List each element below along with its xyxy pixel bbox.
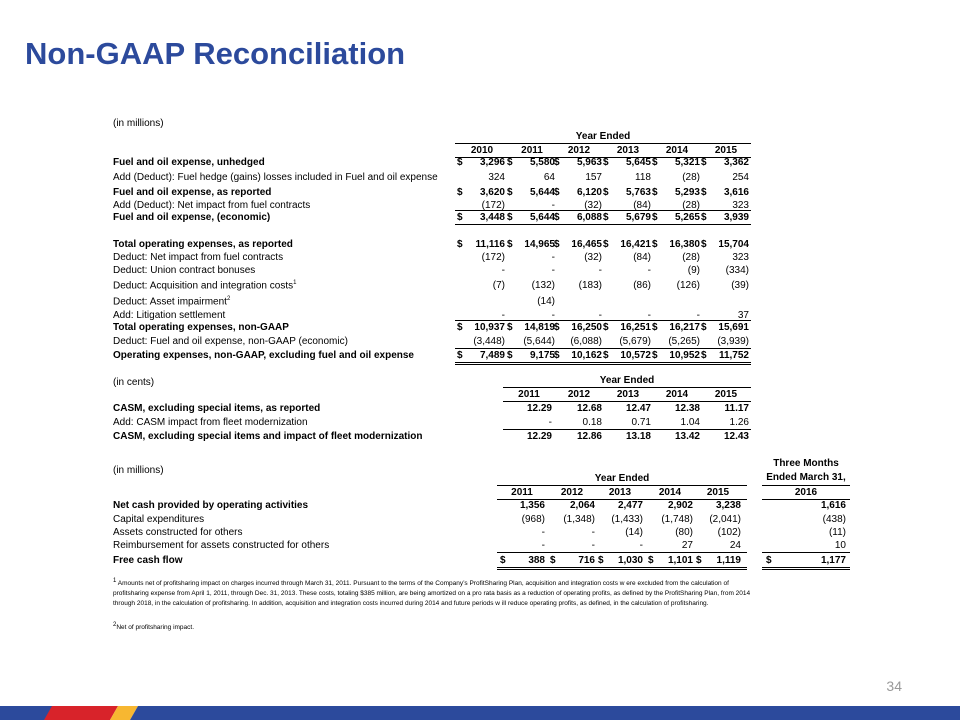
t2-cell: 0.18	[582, 417, 602, 428]
t1-row-label: Add (Deduct): Fuel hedge (gains) losses included in Fuel and oil expense	[113, 172, 438, 183]
t1-cell: (84)	[633, 200, 651, 211]
t1-row-label: Deduct: Asset impairment$^2$	[113, 296, 231, 308]
t2-header-rule	[503, 387, 751, 388]
t1-cell: (5,644)	[523, 336, 555, 347]
t1-year-2013: 2013	[616, 145, 640, 156]
t1-row-label: Fuel and oil expense, (economic)	[113, 212, 271, 223]
t1-dollar-sign: $	[457, 157, 463, 168]
t1-dollar-sign: $	[457, 212, 463, 223]
t1-cell: -	[551, 310, 555, 321]
t1-cell: 5,645	[625, 157, 651, 168]
t2-years-rule	[503, 401, 751, 402]
t3-rule-before-fcf-q	[762, 552, 850, 553]
t1-cell: 3,939	[723, 212, 749, 223]
t1-cell: 5,321	[674, 157, 700, 168]
t1-cell: 323	[732, 200, 749, 211]
t2-cell: -	[548, 417, 552, 428]
t1-cell: 5,644	[529, 212, 555, 223]
t1-cell: 10,937	[474, 322, 505, 333]
t1-cell: 6,088	[576, 212, 602, 223]
t3-cell: (80)	[675, 527, 693, 538]
t3-row-label: Net cash provided by operating activities	[113, 500, 309, 511]
t3-cell: (14)	[625, 527, 643, 538]
t3-cell: -	[591, 527, 595, 538]
t1-cell: (5,265)	[668, 336, 700, 347]
t1-dollar-sign: $	[507, 322, 513, 333]
t1-cell: (39)	[731, 280, 749, 291]
t1-cell: (132)	[531, 280, 555, 291]
t1-dollar-sign: $	[457, 239, 463, 250]
t3-cell-q: 10	[834, 540, 846, 551]
footnote-2	[113, 620, 753, 633]
t2-row-label: CASM, excluding special items and impact of fleet modernization	[113, 431, 423, 442]
t3-year-2013: 2013	[608, 487, 632, 498]
t1-rule-fuel-reported	[455, 210, 751, 211]
t1-dollar-sign: $	[701, 187, 707, 198]
t2-cell: 1.26	[729, 417, 749, 428]
t3-year-2015: 2015	[706, 487, 730, 498]
brand-stripe	[0, 706, 960, 720]
t3-cell: 1,356	[519, 500, 545, 511]
t1-cell: (84)	[633, 252, 651, 263]
t1-year-2014: 2014	[665, 145, 689, 156]
t1-cell: (86)	[633, 280, 651, 291]
t1-cell: -	[647, 265, 651, 276]
t2-row-label: CASM, excluding special items, as reported	[113, 403, 321, 414]
t1-dollar-sign: $	[652, 187, 658, 198]
t3-cell: 2,477	[617, 500, 643, 511]
t1-cell: (172)	[481, 252, 505, 263]
t3-cell: 1,101	[667, 555, 693, 566]
t1-dollar-sign: $	[603, 157, 609, 168]
t1-cell: 64	[543, 172, 555, 183]
t3-cell: (1,433)	[611, 514, 643, 525]
t3-year-2014: 2014	[658, 487, 682, 498]
t1-dollar-sign: $	[701, 212, 707, 223]
t1-dollar-sign: $	[701, 239, 707, 250]
t1-row-label: Total operating expenses, non-GAAP	[113, 322, 289, 333]
t1-dollar-sign: $	[457, 350, 463, 361]
t3-ended-march-header: Ended March 31,	[766, 472, 846, 483]
t1-row-label: Fuel and oil expense, unhedged	[113, 157, 265, 168]
t1-cell: -	[647, 310, 651, 321]
t1-cell: 3,362	[723, 157, 749, 168]
t2-year-2014: 2014	[665, 389, 689, 400]
t1-dollar-sign: $	[652, 350, 658, 361]
t3-row-label: Assets constructed for others	[113, 527, 243, 538]
t1-cell: -	[551, 265, 555, 276]
t1-cell: -	[551, 200, 555, 211]
t1-cell: -	[551, 252, 555, 263]
t1-cell: -	[501, 265, 505, 276]
t3-cell-q: 1,177	[820, 555, 846, 566]
t1-cell: 16,250	[571, 322, 602, 333]
t3-double-rule	[497, 567, 747, 570]
t2-units: (in cents)	[113, 377, 155, 388]
t1-dollar-sign: $	[507, 239, 513, 250]
t1-dollar-sign: $	[457, 322, 463, 333]
t1-cell: 9,175	[529, 350, 555, 361]
t3-cell: -	[591, 540, 595, 551]
t1-year-2012: 2012	[567, 145, 591, 156]
brand-stripe-blue-left	[0, 706, 52, 720]
t1-dollar-sign: $	[457, 187, 463, 198]
t1-row-label: Deduct: Fuel and oil expense, non-GAAP (economic)	[113, 336, 348, 347]
t1-cell: -	[598, 265, 602, 276]
footnote-2-text: Net of profitsharing impact.	[116, 624, 195, 632]
t1-year-ended-header: Year Ended	[575, 131, 631, 142]
t3-cell: (1,348)	[563, 514, 595, 525]
t1-cell: 16,465	[571, 239, 602, 250]
brand-stripe-blue-right	[130, 706, 960, 720]
t1-cell: (7)	[492, 280, 505, 291]
t1-cell: 5,963	[576, 157, 602, 168]
t1-dollar-sign: $	[603, 322, 609, 333]
footnote-2-mark: 2	[113, 622, 117, 628]
t3-cell: 2,902	[667, 500, 693, 511]
t1-cell: 323	[732, 252, 749, 263]
t1-units: (in millions)	[113, 118, 164, 129]
t3-cell: 716	[578, 555, 595, 566]
t2-cell: 12.29	[526, 431, 552, 442]
t1-row-footnote-mark: 1	[293, 280, 297, 286]
t1-cell: 3,616	[723, 187, 749, 198]
t2-cell: 12.29	[526, 403, 552, 414]
t1-cell: 15,691	[718, 322, 749, 333]
t1-row-label: Add: Litigation settlement	[113, 310, 226, 321]
t1-cell: 7,489	[479, 350, 505, 361]
t3-cell: -	[639, 540, 643, 551]
t3-cell-q: 1,616	[820, 500, 846, 511]
t1-cell: 5,265	[674, 212, 700, 223]
t3-dollar-sign-q: $	[766, 555, 772, 566]
t1-dollar-sign: $	[652, 212, 658, 223]
t1-dollar-sign: $	[701, 157, 707, 168]
t1-cell: (6,088)	[570, 336, 602, 347]
t1-dollar-sign: $	[554, 187, 560, 198]
t3-dollar-sign: $	[500, 555, 506, 566]
t1-dollar-sign: $	[652, 322, 658, 333]
t1-dollar-sign: $	[652, 157, 658, 168]
t2-cell: 0.71	[631, 417, 651, 428]
brand-stripe-red	[44, 706, 118, 720]
t1-cell: -	[598, 310, 602, 321]
t3-cell-q: (11)	[828, 527, 846, 538]
t1-dollar-sign: $	[603, 212, 609, 223]
t1-row-footnote-mark: 2	[226, 296, 231, 302]
t1-cell: 10,952	[669, 350, 700, 361]
t1-dollar-sign: $	[507, 212, 513, 223]
t1-cell: 10,162	[571, 350, 602, 361]
t1-cell: 14,965	[524, 239, 555, 250]
t3-year-ended-header: Year Ended	[594, 473, 650, 484]
t1-cell: (3,448)	[473, 336, 505, 347]
t2-cell: 12.47	[625, 403, 651, 414]
t1-cell: 16,421	[620, 239, 651, 250]
t3-cell: -	[541, 527, 545, 538]
t1-cell: 10,572	[620, 350, 651, 361]
t3-cell: 1,030	[617, 555, 643, 566]
t1-dollar-sign: $	[554, 157, 560, 168]
t1-cell: (28)	[682, 172, 700, 183]
t3-units: (in millions)	[113, 465, 164, 476]
t3-cell: 1,119	[716, 555, 741, 566]
t3-year-2012: 2012	[560, 487, 584, 498]
t1-dollar-sign: $	[554, 350, 560, 361]
t3-cell: 24	[729, 540, 741, 551]
t1-header-rule	[455, 143, 751, 144]
t3-cell: 3,238	[715, 500, 741, 511]
t3-cell: (2,041)	[709, 514, 741, 525]
t1-cell: 16,251	[620, 322, 651, 333]
t1-rule-before-opex	[455, 348, 751, 349]
t1-cell: 5,580	[529, 157, 555, 168]
t3-double-rule-q	[762, 567, 850, 570]
t1-cell: (126)	[676, 280, 700, 291]
t2-cell: 12.68	[576, 403, 602, 414]
t1-dollar-sign: $	[701, 350, 707, 361]
t1-rule-fuel-economic	[455, 224, 751, 225]
t1-year-2011: 2011	[521, 145, 543, 156]
t3-cell: -	[541, 540, 545, 551]
t1-dollar-sign: $	[507, 350, 513, 361]
t1-cell: -	[501, 310, 505, 321]
t1-cell: (32)	[584, 200, 602, 211]
t1-double-rule	[455, 362, 751, 365]
t3-cell-q: (438)	[822, 514, 846, 525]
t1-cell: (28)	[682, 200, 700, 211]
t1-cell: (5,679)	[619, 336, 651, 347]
t1-cell: (172)	[481, 200, 505, 211]
t1-cell: 37	[737, 310, 749, 321]
t1-row-label: Operating expenses, non-GAAP, excluding fuel and oil expense	[113, 350, 414, 361]
t3-three-months-header: Three Months	[773, 458, 839, 469]
t1-cell: 3,296	[479, 157, 505, 168]
t3-cell: (1,748)	[661, 514, 693, 525]
t2-year-2012: 2012	[567, 389, 591, 400]
t1-dollar-sign: $	[603, 187, 609, 198]
t1-cell: 324	[488, 172, 505, 183]
t3-row-label: Free cash flow	[113, 555, 183, 566]
t1-cell: 15,704	[718, 239, 749, 250]
t1-cell: (334)	[725, 265, 749, 276]
t2-rule-before-total	[503, 429, 751, 430]
t2-cell: 13.42	[674, 431, 700, 442]
t1-cell: (9)	[687, 265, 700, 276]
t2-year-2013: 2013	[616, 389, 640, 400]
t2-year-2015: 2015	[714, 389, 738, 400]
t1-cell: (28)	[682, 252, 700, 263]
t1-row-label: Add (Deduct): Net impact from fuel contracts	[113, 200, 311, 211]
footnote-1	[113, 576, 753, 609]
t1-cell: 5,679	[625, 212, 651, 223]
t1-dollar-sign: $	[554, 239, 560, 250]
t1-cell: 5,644	[529, 187, 555, 198]
t1-cell: (14)	[537, 296, 555, 307]
t3-dollar-sign: $	[550, 555, 556, 566]
t3-year-2011: 2011	[511, 487, 533, 498]
t3-cell: 27	[681, 540, 693, 551]
t1-cell: 16,217	[669, 322, 700, 333]
t1-cell: (183)	[578, 280, 602, 291]
t1-cell: 11,752	[718, 350, 749, 361]
t1-rule-before-total-nongaap	[455, 320, 751, 321]
t2-cell: 11.17	[724, 403, 749, 414]
t1-cell: -	[696, 310, 700, 321]
t2-year-2011: 2011	[518, 389, 540, 400]
t3-cell: (102)	[717, 527, 741, 538]
footnote-1-text: Amounts net of profitsharing impact on charges incurred through March 31, 2011. Pursuant to the terms of the Company’s ProfitSharing Plan, acquisition and integration costs w ere excluded from the calculation of profitsharing expense from April 1, 2011, through Dec. 31, 2013. These costs, totaling $385 million, are being amortized on a pro rata basis as a reduction of operating profits, as defined by the ProfitSharing Plan, from 2014 through 2018, in the calculation of profitsharing. In addition, acquisition and integration costs incurred during 2014 and future periods w ill reduce operating profits, as defined, in the calculation of profitsharing.	[113, 580, 751, 608]
t1-dollar-sign: $	[701, 322, 707, 333]
t1-dollar-sign: $	[603, 239, 609, 250]
t1-cell: 11,116	[475, 239, 505, 250]
t3-row-label: Capital expenditures	[113, 514, 205, 525]
t1-cell: 3,448	[479, 212, 505, 223]
t1-row-label: Deduct: Net impact from fuel contracts	[113, 252, 284, 263]
t1-cell: 118	[635, 172, 651, 183]
t1-cell: 5,763	[625, 187, 651, 198]
t1-cell: 14,819	[524, 322, 555, 333]
t1-dollar-sign: $	[507, 157, 513, 168]
t3-dollar-sign: $	[598, 555, 604, 566]
page-title: Non-GAAP Reconciliation	[25, 36, 406, 71]
t1-year-2010: 2010	[470, 145, 494, 156]
t2-cell: 12.43	[723, 431, 749, 442]
t1-dollar-sign: $	[652, 239, 658, 250]
footnote-1-mark: 1	[113, 578, 117, 584]
t3-header-rule	[497, 485, 747, 486]
t1-cell: (3,939)	[717, 336, 749, 347]
t1-cell: 3,620	[479, 187, 505, 198]
t1-row-label: Deduct: Acquisition and integration costs$^1$	[113, 280, 297, 292]
t1-cell: 6,120	[576, 187, 602, 198]
page-number: 34	[886, 678, 902, 694]
t1-dollar-sign: $	[554, 322, 560, 333]
t3-dollar-sign: $	[648, 555, 654, 566]
t2-cell: 13.18	[625, 431, 651, 442]
t3-q-year: 2016	[794, 487, 818, 498]
t2-row-label: Add: CASM impact from fleet modernization	[113, 417, 308, 428]
t1-year-2015: 2015	[714, 145, 738, 156]
t1-dollar-sign: $	[603, 350, 609, 361]
t1-dollar-sign: $	[554, 212, 560, 223]
t1-row-label: Total operating expenses, as reported	[113, 239, 293, 250]
t3-cell: 388	[528, 555, 545, 566]
t3-row-label: Reimbursement for assets constructed for others	[113, 540, 330, 551]
t1-cell: 16,380	[669, 239, 700, 250]
t2-year-ended-header: Year Ended	[599, 375, 655, 386]
t2-cell: 12.86	[576, 431, 602, 442]
t3-header-rule-q	[762, 485, 850, 486]
t1-row-label: Deduct: Union contract bonuses	[113, 265, 256, 276]
t3-rule-before-fcf	[497, 552, 747, 553]
t3-cell: (968)	[521, 514, 545, 525]
t3-cell: 2,064	[569, 500, 595, 511]
t2-cell: 1.04	[680, 417, 700, 428]
t1-cell: (32)	[584, 252, 602, 263]
t1-cell: 157	[585, 172, 602, 183]
t1-dollar-sign: $	[507, 187, 513, 198]
t1-cell: 254	[732, 172, 749, 183]
t1-row-label: Fuel and oil expense, as reported	[113, 187, 272, 198]
t1-cell: 5,293	[674, 187, 700, 198]
t2-cell: 12.38	[674, 403, 700, 414]
t3-dollar-sign: $	[696, 555, 702, 566]
